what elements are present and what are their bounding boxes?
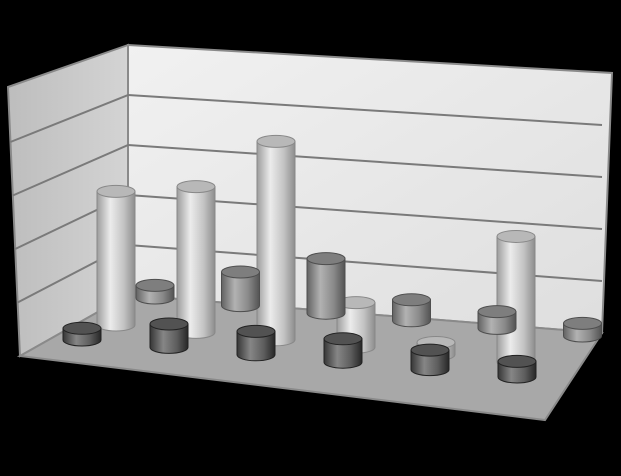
bar-1-1 [63,322,101,346]
bar-top [63,322,101,334]
bar-2-2 [222,266,260,312]
bar-body [257,141,295,345]
bar-top [411,344,449,356]
bar-body [97,191,135,331]
bar-top [498,355,536,367]
bar-1-6 [498,355,536,383]
bar-top [97,185,135,197]
bar-1-4 [324,333,362,368]
bar-top [564,317,602,329]
bar-1-5 [411,344,449,376]
bar-top [393,294,431,306]
bar-2-3 [307,253,345,320]
bar-top [136,279,174,291]
bar-top [307,253,345,265]
bar-1-2 [150,318,188,353]
bar-top [497,230,535,242]
bar-3-6 [497,230,535,368]
bar-top [222,266,260,278]
bar-body [497,236,535,368]
bar-2-5 [478,306,516,335]
bar-2-4 [393,294,431,327]
bar-body [307,259,345,320]
bar-top [150,318,188,330]
bar-1-3 [237,325,275,360]
bar-3-1 [97,185,135,331]
bar-top [478,306,516,318]
bar-top [177,181,215,193]
bar-2-1 [136,279,174,304]
bar-body [177,187,215,339]
bar-top [324,333,362,345]
bar-2-6 [564,317,602,342]
bar-top [257,135,295,147]
bar-3-2 [177,181,215,339]
bar-3-3 [257,135,295,345]
bar-top [237,325,275,337]
